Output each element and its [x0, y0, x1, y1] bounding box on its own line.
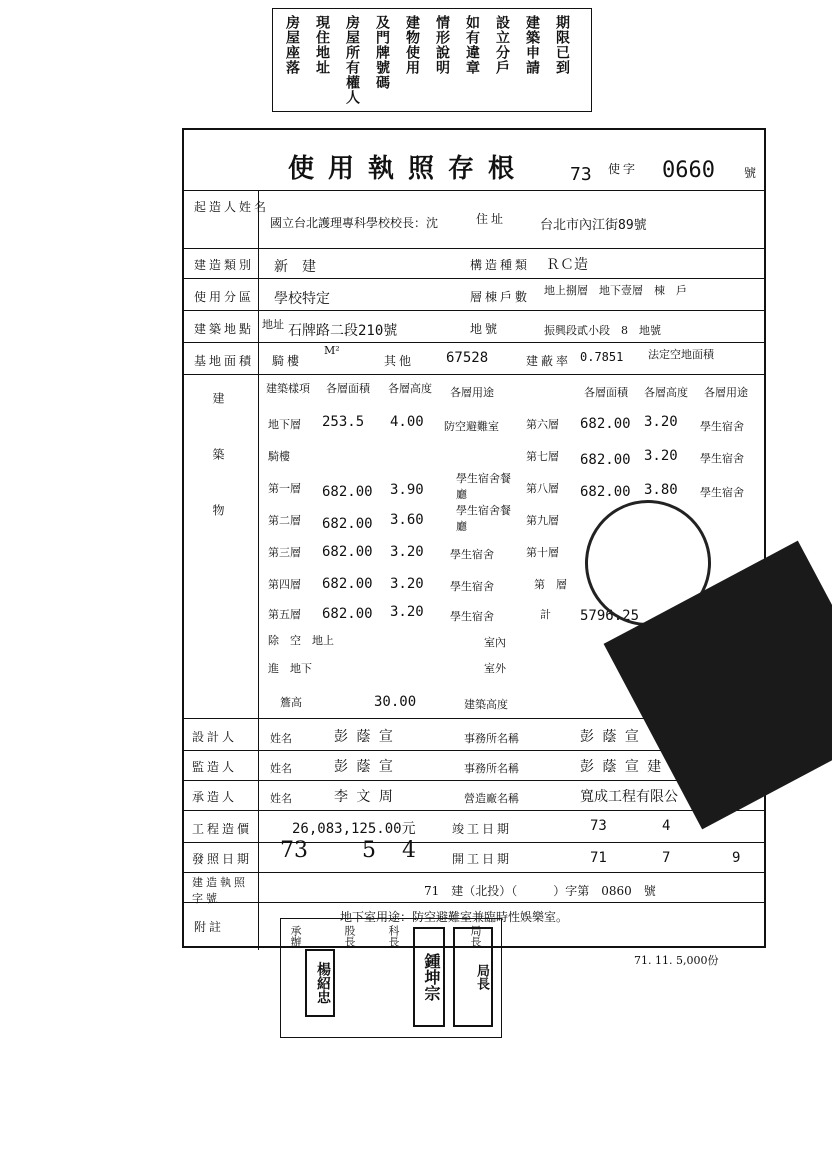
build-height-label: 建築高度 [464, 698, 508, 711]
row-area: 253.5 [322, 414, 365, 430]
owner-value: 國立台北護理專科學校校長：沈 [270, 216, 451, 230]
type-value: 新 建 [274, 259, 316, 275]
row-floor: 第二層 [268, 514, 301, 527]
lot-value: 振興段貳小段 8 地號 [544, 324, 661, 337]
inner-label: 室內 [484, 636, 506, 649]
other-label: 其他 [384, 354, 415, 368]
supervisor-label: 監造人 [192, 760, 238, 774]
addr-label: 住址 [476, 212, 507, 226]
rule [184, 278, 764, 279]
col-height-right: 各層高度 [644, 386, 688, 399]
row-use: 學生宿舍 [700, 452, 744, 465]
row-area: 682.00 [322, 576, 373, 592]
issue-day: 4 [402, 838, 416, 863]
floors-value: 地上捌層 地下壹層 棟 戶 [544, 284, 687, 297]
stub-note-4: 及門牌號碼 [374, 15, 390, 90]
seal-2: 鍾坤宗 [413, 927, 445, 1027]
row-floor: 第十層 [526, 546, 559, 559]
rule [184, 810, 764, 811]
stub-note-2: 現住地址 [314, 15, 330, 75]
sign-col-4: 局長 [469, 925, 482, 947]
row-height: 4.00 [390, 414, 424, 430]
start-year: 71 [590, 850, 607, 866]
row-use: 學生宿舍 [450, 580, 494, 593]
form-hao: 號 [744, 166, 760, 180]
row-height: 3.90 [390, 482, 424, 498]
owner-label: 起造人姓名 [194, 200, 270, 214]
row-floor: 第六層 [526, 418, 559, 431]
stub-note-1: 房屋座落 [284, 15, 300, 75]
total-height-value: 30.00 [374, 694, 417, 710]
sign-col-3: 科長 [387, 925, 400, 947]
col-height: 各層高度 [388, 382, 432, 395]
stub-note-10: 期限已到 [554, 15, 570, 75]
rule [184, 842, 764, 843]
contractor-firm: 寬成工程有限公 [580, 789, 678, 805]
rule [184, 872, 764, 873]
start-month: 7 [662, 850, 671, 866]
coverage-value: 0.7851 [580, 350, 624, 364]
row-use: 學生宿舍 [450, 548, 494, 561]
permit-label: 建造執照字號 [192, 876, 248, 905]
addr-value: 台北市內江街89號 [540, 218, 647, 233]
except-label-2: 進 地下 [268, 662, 312, 675]
sign-col-1: 承辦 [289, 925, 302, 947]
col-use-right: 各層用途 [704, 386, 748, 399]
office-value: 彭 蔭 宣 [580, 729, 639, 745]
stub-note-6: 情形說明 [434, 15, 450, 75]
col-use: 各層用途 [450, 386, 494, 399]
row-area: 682.00 [322, 484, 373, 500]
floors-label: 層棟戶數 [470, 290, 531, 304]
seal-3: 局長 [453, 927, 493, 1027]
rule [184, 374, 764, 375]
issue-year: 73 [280, 838, 308, 863]
office-label: 事務所名稱 [464, 732, 519, 745]
supervisor-office-label: 事務所名稱 [464, 762, 519, 775]
build-label: 建築物 [211, 392, 225, 560]
legal-label: 法定空地面積 [648, 348, 714, 361]
start-day: 9 [732, 850, 741, 866]
col-area: 各層面積 [326, 382, 370, 395]
site-value: 石牌路二段210號 [288, 323, 398, 339]
outer-label: 室外 [484, 662, 506, 675]
row-height: 3.80 [644, 482, 678, 498]
row-height: 3.20 [390, 544, 424, 560]
site-label: 建築地點 [194, 322, 255, 336]
stub-note-box [272, 8, 592, 112]
row-height: 3.20 [644, 448, 678, 464]
arcade-unit: M² [324, 344, 340, 357]
contractor-name-label: 姓名 [270, 792, 292, 805]
row-floor: 第 層 [534, 578, 567, 591]
sign-col-2: 股長 [343, 925, 356, 947]
supervisor-name: 彭 蔭 宣 [334, 759, 393, 775]
signature-box [280, 918, 502, 1038]
row-area: 682.00 [580, 416, 631, 432]
seal-1: 楊紹忠 [305, 949, 335, 1017]
site-sub: 地址 [262, 318, 284, 331]
finish-label: 竣工日期 [452, 822, 513, 836]
footer-print-info: 71. 11. 5,000份 [634, 954, 719, 967]
stub-note-3: 房屋所有權人 [344, 15, 360, 105]
row-height: 3.60 [390, 512, 424, 528]
row-area: 682.00 [322, 606, 373, 622]
row-use: 學生宿舍 [450, 610, 494, 623]
contractor-name: 李 文 周 [334, 789, 393, 805]
row-area: 5796.25 [580, 608, 640, 624]
zone-label: 使用分區 [194, 290, 255, 304]
cost-value: 26,083,125.00元 [292, 821, 416, 837]
stub-note-9: 建築申請 [524, 15, 540, 75]
type-label: 建造類別 [194, 258, 255, 272]
issue-label: 發照日期 [192, 852, 253, 866]
rule [184, 902, 764, 903]
row-floor: 第七層 [526, 450, 559, 463]
total-height-label: 簷高 [280, 696, 302, 709]
zone-value: 學校特定 [274, 291, 330, 307]
contractor-firm-label: 營造廠名稱 [464, 792, 519, 805]
row-floor: 第八層 [526, 482, 559, 495]
rule [258, 190, 259, 950]
remark-value: 地下室用途：防空避難室兼臨時性娛樂室。 [340, 910, 569, 924]
designer-name-label: 姓名 [270, 732, 292, 745]
row-height: 3.20 [390, 604, 424, 620]
row-floor: 第四層 [268, 578, 301, 591]
row-floor: 第五層 [268, 608, 301, 621]
form-title: 使用執照存根 [288, 154, 529, 184]
row-floor: 計 [540, 608, 551, 621]
form-number: 0660 [662, 158, 715, 183]
row-use: 學生宿舍 [700, 420, 744, 433]
col-item: 建築樣項 [266, 382, 310, 395]
struct-label: 構造種類 [470, 258, 531, 272]
start-label: 開工日期 [452, 852, 513, 866]
designer-name: 彭 蔭 宣 [334, 729, 393, 745]
row-use: 學生宿舍餐廳 [456, 504, 511, 533]
row-use: 防空避難室 [444, 420, 499, 433]
supervisor-name-label: 姓名 [270, 762, 292, 775]
row-floor: 第一層 [268, 482, 301, 495]
other-value: 67528 [446, 350, 489, 366]
supervisor-office: 彭 蔭 宣 建 [580, 759, 662, 775]
row-floor: 騎樓 [268, 450, 290, 463]
form-use-char: 使字 [608, 162, 639, 176]
row-use: 學生宿舍 [700, 486, 744, 499]
except-label: 除 空 地上 [268, 634, 334, 647]
arcade-label: 騎樓 [272, 354, 303, 368]
row-area: 682.00 [322, 544, 373, 560]
rule [184, 190, 764, 191]
finish-month: 4 [662, 818, 671, 834]
stub-note-5: 建物使用 [404, 15, 420, 75]
area-label: 基地面積 [194, 354, 255, 368]
row-floor: 第三層 [268, 546, 301, 559]
coverage-label: 建蔽率 [526, 354, 572, 368]
row-floor: 地下層 [268, 418, 301, 431]
row-height: 3.20 [644, 414, 678, 430]
row-use: 學生宿舍餐廳 [456, 472, 511, 501]
cost-label: 工程造價 [192, 822, 253, 836]
issue-month: 5 [362, 838, 376, 863]
lot-label: 地號 [470, 322, 501, 336]
row-floor: 第九層 [526, 514, 559, 527]
finish-year: 73 [590, 818, 607, 834]
stub-note-7: 如有違章 [464, 15, 480, 75]
row-area: 682.00 [580, 484, 631, 500]
rule [184, 248, 764, 249]
row-area: 682.00 [322, 516, 373, 532]
remark-label: 附註 [194, 920, 225, 934]
struct-value: ＲＣ造 [546, 257, 588, 273]
stub-note-8: 設立分戶 [494, 15, 510, 75]
rule [184, 342, 764, 343]
row-area: 682.00 [580, 452, 631, 468]
permit-value: 71 建（北投）（ ）字第 0860 號 [424, 884, 656, 898]
contractor-label: 承造人 [192, 790, 238, 804]
rule [184, 310, 764, 311]
designer-label: 設計人 [192, 730, 238, 744]
row-height: 3.20 [390, 576, 424, 592]
form-year: 73 [570, 164, 592, 185]
col-area-right: 各層面積 [584, 386, 628, 399]
